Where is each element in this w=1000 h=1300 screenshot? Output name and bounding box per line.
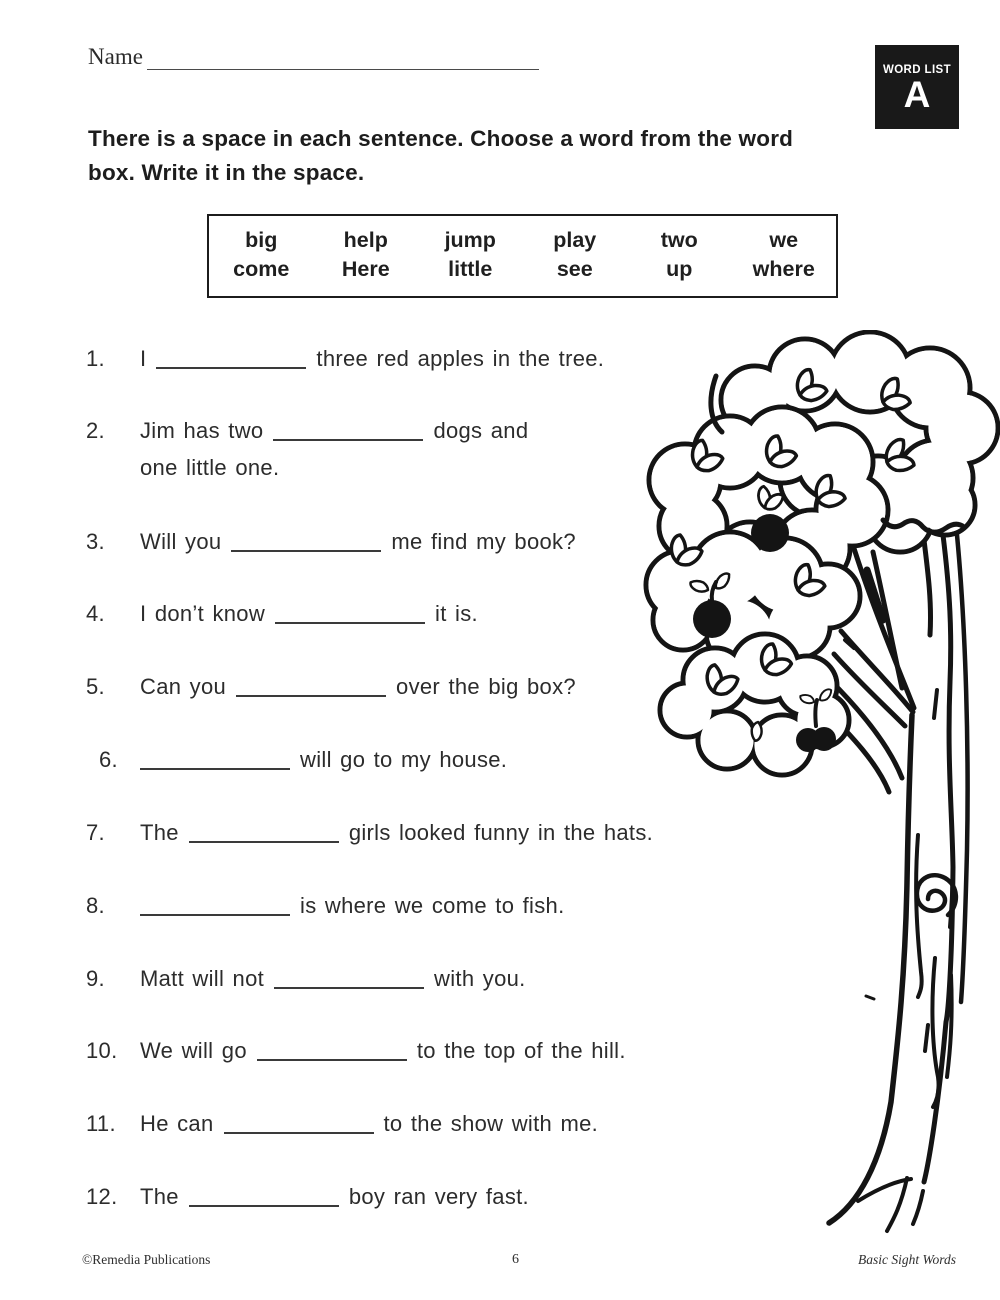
apple-tree-illustration [630,330,1000,1240]
sentence-text-after: over the big box? [396,674,576,699]
word-box-word: we [769,228,799,252]
word-box-word: big [245,228,278,252]
sentence-text-before: Jim has two [140,418,264,443]
word-box-word: two [660,228,698,252]
word-box-row-1 [209,226,836,255]
blank-line [273,421,423,441]
blank-line [189,1187,339,1207]
name-blank-line [147,69,539,70]
sentence-text-before: He can [140,1111,214,1136]
blank-line [140,750,290,770]
sentence-text-after: to the top of the hill. [416,1038,626,1063]
sentence-text-after: three red apples in the tree. [316,346,605,371]
word-box-word: see [556,257,593,281]
blank-line [140,896,290,916]
word-box-word: little [448,257,493,281]
sentence-number: 6. [99,747,118,772]
word-box-word: come [233,257,290,281]
blank-line [189,823,339,843]
sentence-number: 10. [86,1038,118,1063]
word-box-row-2 [209,255,836,284]
footer-series-title: Basic Sight Words [857,1252,956,1267]
blank-line [231,532,381,552]
word-box-word: where [752,257,815,281]
sentence-text-after: will go to my house. [300,747,508,772]
sentence-text-after: with you. [434,966,526,991]
word-box-word: play [553,228,597,252]
sentence-number: 3. [86,529,105,554]
word-box-word: jump [444,228,496,252]
sentence-text-before: Will you [140,529,222,554]
blank-line [274,969,424,989]
sentence-number: 2. [86,418,105,443]
sentence-number: 4. [86,601,105,626]
sentence-text-before: I don’t know [140,601,266,626]
word-box-word: Here [341,257,390,281]
sentence-text-after: it is. [435,601,478,626]
word-list-label: WORD LIST [882,63,952,76]
instructions-line1: There is a space in each sentence. Choose a word from the word [88,126,794,151]
name-label: Name [88,44,143,69]
sentence-2-line2: one little one. [140,455,280,480]
sentence-text-before: Matt will not [140,966,265,991]
sentence-text-before: The [140,820,179,845]
blank-line [156,349,306,369]
sentence-number: 7. [86,820,105,845]
sentence-text-before: We will go [140,1038,247,1063]
word-list-badge [875,45,959,129]
sentence-text-after: me find my book? [391,529,576,554]
blank-line [236,677,386,697]
sentence-text-after: boy ran very fast. [348,1184,529,1209]
sentence-text-before: I [140,346,147,371]
sentence-number: 1. [86,346,105,371]
footer-page-number: 6 [512,1252,519,1267]
sentence-text-after: dogs and [433,418,529,443]
word-list-letter: A [903,73,931,115]
blank-line [275,604,425,624]
sentence-text-after: is where we come to fish. [300,893,565,918]
instructions [88,122,888,190]
footer-publisher: ©Remedia Publications [82,1252,211,1267]
word-box-word: up [666,257,693,281]
sentence-text-before: Can you [140,674,227,699]
blank-line [257,1041,407,1061]
instructions-line2: box. Write it in the space. [88,160,365,185]
sentence-text-before: The [140,1184,179,1209]
sentence-number: 5. [86,674,105,699]
word-box [207,214,838,298]
sentence-number: 9. [86,966,105,991]
sentence-text-after: girls looked funny in the hats. [348,820,654,845]
word-box-word: help [343,228,388,252]
blank-line [224,1114,374,1134]
sentence-number: 11. [86,1111,116,1136]
sentence-number: 12. [86,1184,118,1209]
sentence-number: 8. [86,893,105,918]
sentence-text-after: to the show with me. [383,1111,599,1136]
